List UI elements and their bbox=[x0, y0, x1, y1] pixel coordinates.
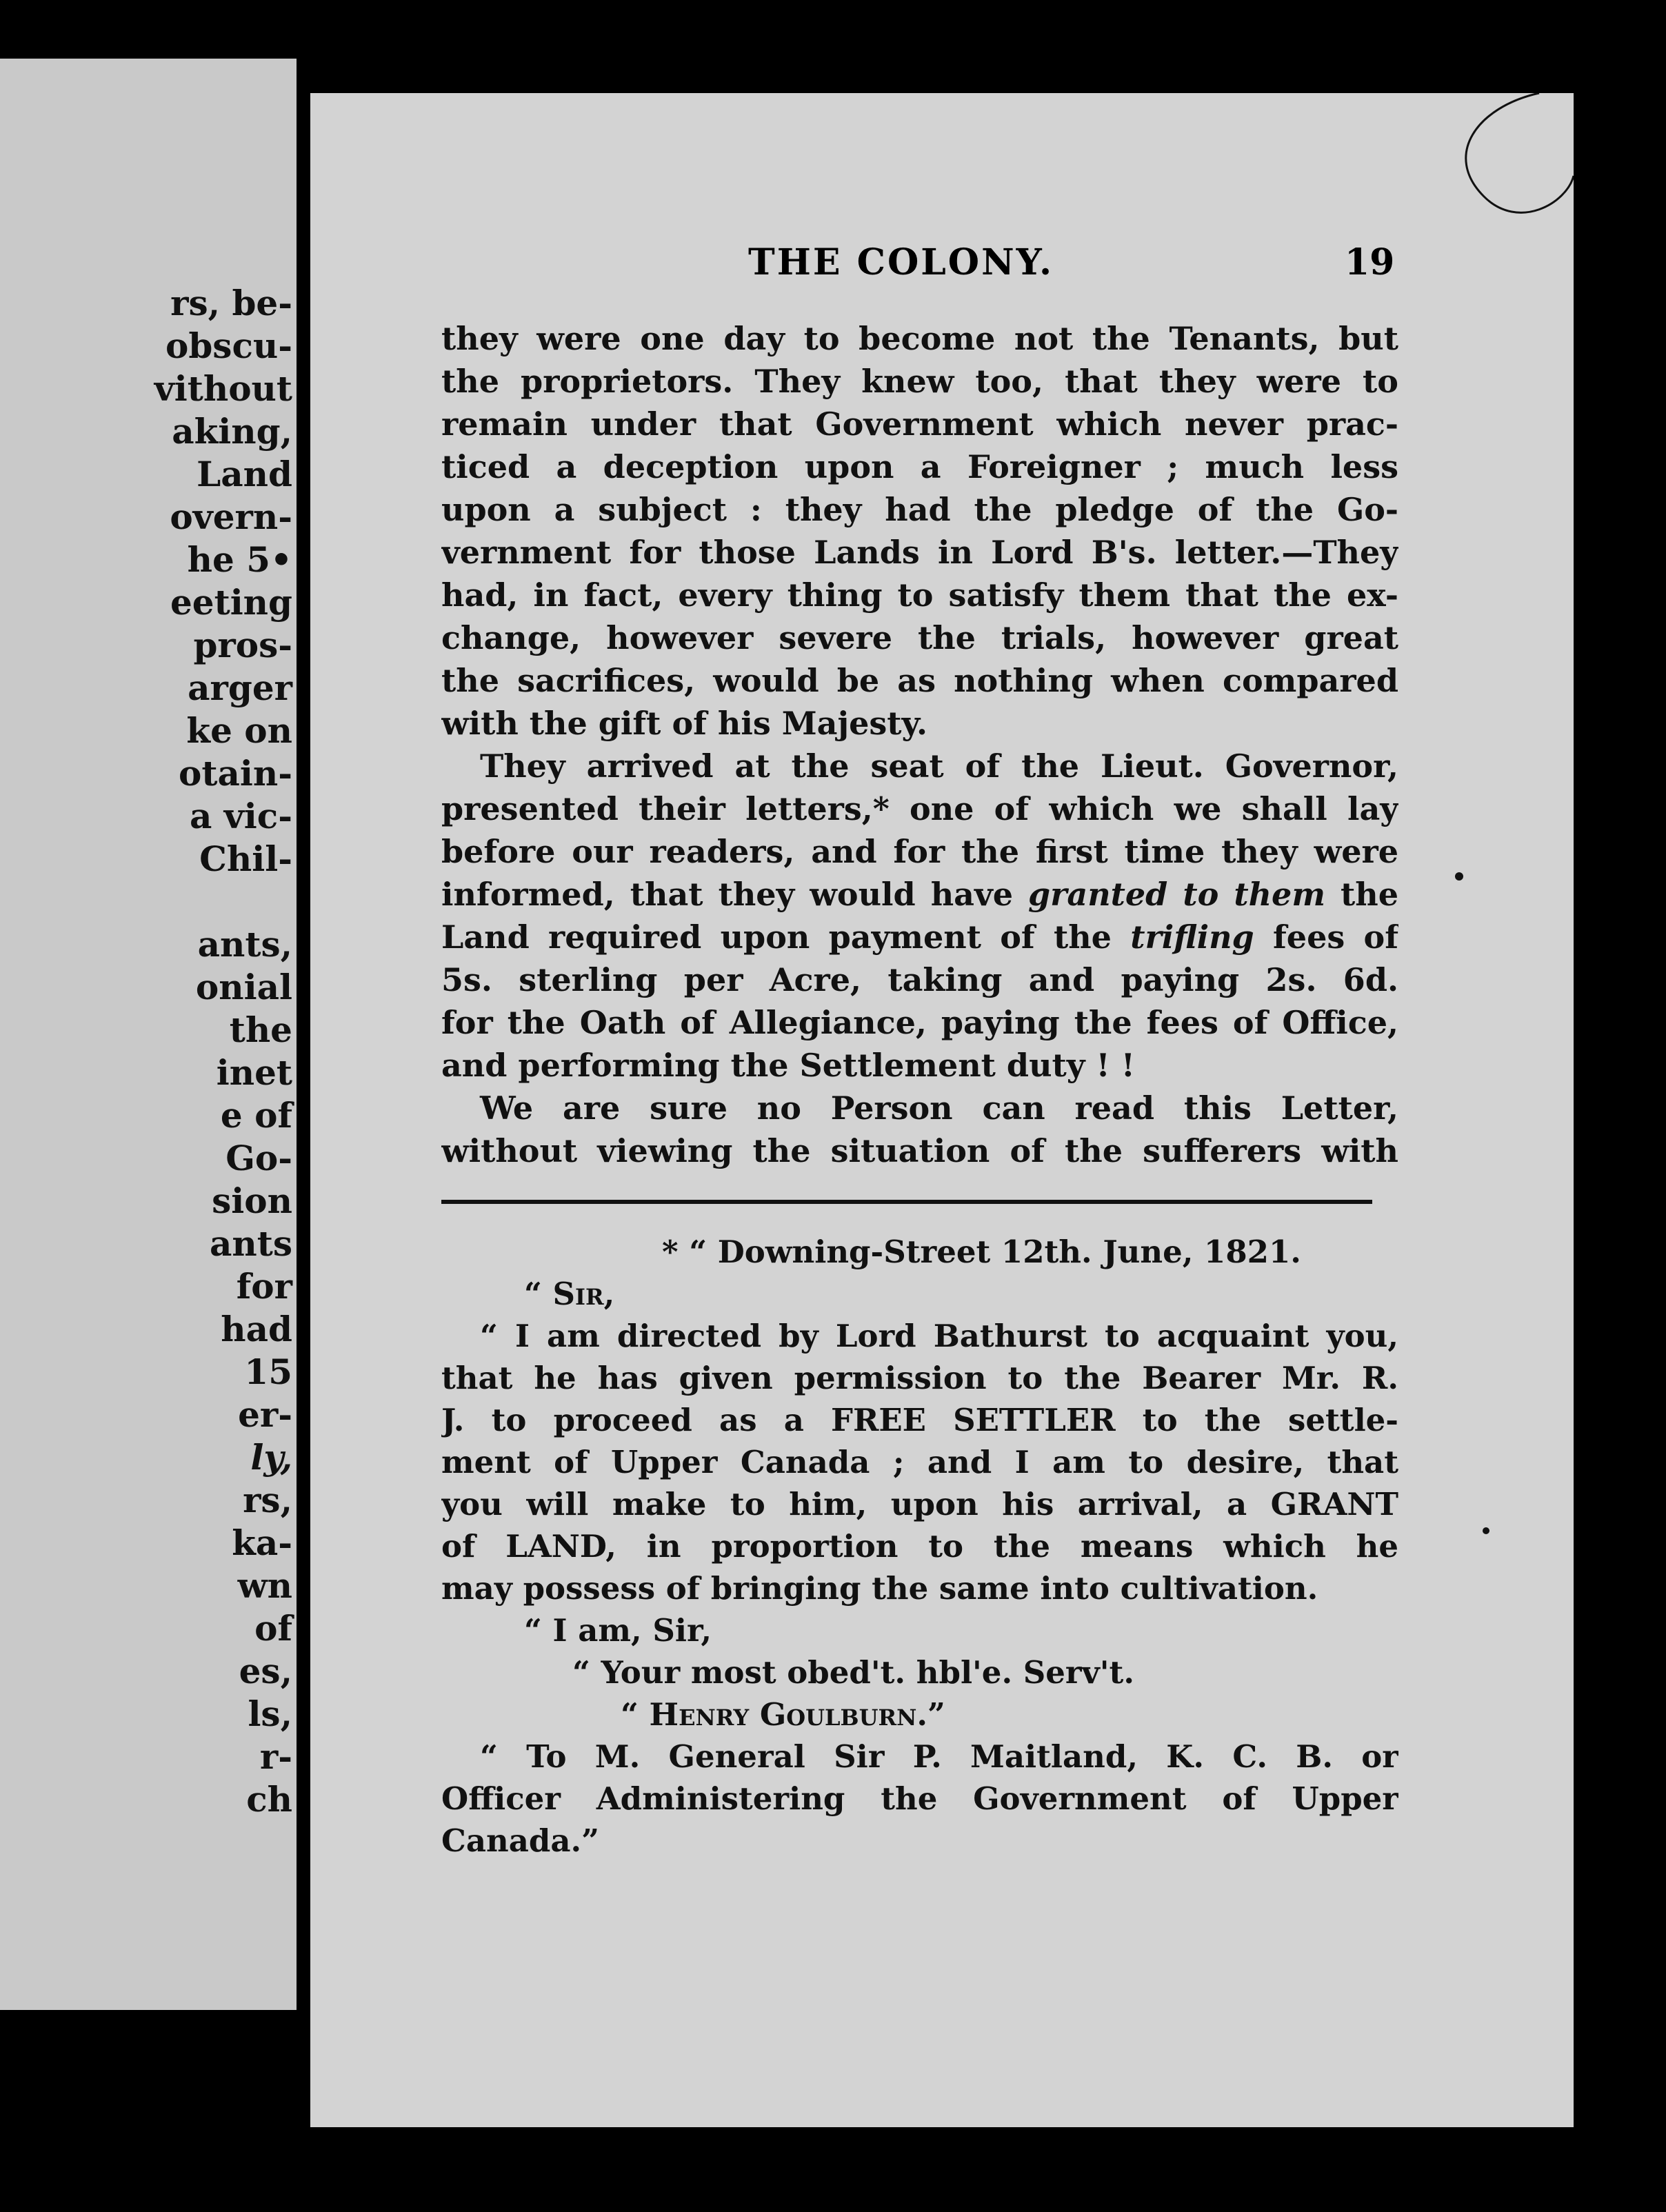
left-page-fragment: ke on bbox=[186, 710, 292, 751]
text-segment: fees of bbox=[1254, 918, 1398, 956]
text-line: you will make to him, upon his arrival, a GRANT bbox=[441, 1486, 1398, 1522]
running-head: THE COLONY. bbox=[748, 241, 1054, 283]
text-line: had, in fact, every thing to satisfy them that the ex- bbox=[441, 576, 1398, 614]
body-paragraph-2 bbox=[441, 745, 1398, 1087]
footnote-dateline: * “ Downing-Street 12th. June, 1821. bbox=[662, 1234, 1301, 1270]
left-page-fragment: rs, be- bbox=[170, 283, 292, 323]
footnote-rule bbox=[441, 1200, 1372, 1204]
italic-phrase: granted to them bbox=[1028, 876, 1325, 913]
text-line: of LAND, in proportion to the means which he bbox=[441, 1528, 1398, 1565]
text-line: they were one day to become not the Tenants, but bbox=[441, 320, 1398, 357]
footnote-address-line: Canada.” bbox=[441, 1822, 600, 1859]
left-page-fragment: Land bbox=[197, 454, 292, 494]
ink-speck bbox=[1483, 1527, 1489, 1534]
text-line: 5s. sterling per Acre, taking and paying 2s. 6d. bbox=[441, 961, 1398, 998]
footnote-closing: “ Your most obed't. hbl'e. Serv't. bbox=[572, 1654, 1134, 1691]
left-page-fragment: wn bbox=[237, 1565, 292, 1606]
left-page-fragment: a vic- bbox=[189, 796, 292, 836]
left-page-fragment: the bbox=[229, 1009, 292, 1050]
text-line: that he has given permission to the Bearer Mr. R. bbox=[441, 1360, 1398, 1396]
left-page-fragment: es, bbox=[239, 1651, 292, 1691]
left-page-fragment: otain- bbox=[179, 753, 292, 794]
left-page-fragment: ls, bbox=[248, 1693, 292, 1734]
ink-speck bbox=[1455, 872, 1463, 881]
page-number: 19 bbox=[1345, 241, 1395, 283]
text-line: vernment for those Lands in Lord B's. letter.—They bbox=[441, 534, 1398, 571]
text-line: may possess of bringing the same into cultivation. bbox=[441, 1570, 1318, 1607]
text-line: change, however severe the trials, however great bbox=[441, 619, 1398, 656]
footnote-closing: “ I am, Sir, bbox=[524, 1612, 712, 1649]
footnote-signature: “ Henry Goulburn.” bbox=[621, 1696, 945, 1733]
text-line: ment of Upper Canada ; and I am to desire, that bbox=[441, 1444, 1398, 1480]
left-page-fragment: pros- bbox=[193, 625, 292, 665]
left-page-fragment: onial bbox=[195, 967, 292, 1007]
text-line: the proprietors. They knew too, that they were to bbox=[441, 363, 1398, 400]
left-page-fragment: Go- bbox=[225, 1138, 292, 1178]
text-line: remain under that Government which never prac- bbox=[441, 405, 1398, 443]
text-line: the sacrifices, would be as nothing when compared bbox=[441, 662, 1398, 699]
left-page-fragment: aking, bbox=[172, 411, 292, 452]
left-page-fragment: ants bbox=[210, 1223, 292, 1264]
text-segment: Land required upon payment of the bbox=[441, 918, 1131, 956]
text-line bbox=[441, 916, 1398, 958]
left-page-fragment: of bbox=[254, 1608, 292, 1649]
text-line: without viewing the situation of the sufferers with bbox=[441, 1132, 1398, 1169]
text-line: presented their letters,* one of which we shall lay bbox=[441, 790, 1398, 827]
text-line bbox=[441, 873, 1398, 916]
left-page-fragment: eeting bbox=[170, 582, 292, 623]
body-paragraph-1 bbox=[441, 317, 1398, 745]
left-page-fragment: ka- bbox=[232, 1522, 292, 1563]
text-line: J. to proceed as a FREE SETTLER to the settle- bbox=[441, 1402, 1398, 1438]
text-line: We are sure no Person can read this Letter, bbox=[480, 1089, 1398, 1127]
pen-flourish-mark bbox=[1436, 93, 1574, 245]
left-page-fragment: he 5• bbox=[187, 539, 292, 580]
text-line: They arrived at the seat of the Lieut. Governor, bbox=[480, 747, 1398, 785]
footnote-salutation: “ Sir, bbox=[524, 1276, 615, 1312]
text-segment: informed, that they would have bbox=[441, 876, 1029, 913]
left-page-fragment: r- bbox=[259, 1736, 292, 1777]
footnote-letter bbox=[441, 1231, 1398, 1862]
left-page-fragment: arger bbox=[188, 667, 292, 708]
footnote-address-line: “ To M. General Sir P. Maitland, K. C. B. or bbox=[480, 1738, 1398, 1775]
text-line: upon a subject : they had the pledge of the Go- bbox=[441, 491, 1398, 528]
text-line: with the gift of his Majesty. bbox=[441, 705, 928, 742]
left-page bbox=[0, 59, 297, 2010]
text-segment: the bbox=[1325, 876, 1398, 913]
left-page-fragment: inet bbox=[216, 1052, 292, 1093]
left-page-fragment: ants, bbox=[197, 924, 292, 965]
italic-phrase: trifling bbox=[1130, 918, 1254, 956]
text-line: and performing the Settlement duty ! ! bbox=[441, 1047, 1135, 1084]
left-page-fragment: for bbox=[236, 1266, 292, 1307]
text-line: “ I am directed by Lord Bathurst to acquaint you, bbox=[480, 1318, 1398, 1354]
left-page-fragment: rs, bbox=[243, 1480, 292, 1520]
gutter-shadow bbox=[298, 97, 308, 2013]
footnote-address-line: Officer Administering the Government of Upper bbox=[441, 1780, 1398, 1817]
left-page-fragment: er- bbox=[238, 1394, 292, 1435]
right-page bbox=[310, 93, 1574, 2127]
left-page-fragment: Chil- bbox=[199, 838, 292, 879]
left-page-fragment: ch bbox=[246, 1779, 292, 1820]
text-line: ticed a deception upon a Foreigner ; much less bbox=[441, 448, 1398, 485]
left-page-fragment: obscu- bbox=[165, 325, 292, 366]
left-page-fragment: 15 bbox=[244, 1351, 292, 1392]
left-page-fragment: vithout bbox=[154, 368, 292, 409]
left-page-fragment: overn- bbox=[170, 496, 292, 537]
text-line: before our readers, and for the first time they were bbox=[441, 833, 1398, 870]
left-page-fragment: e of bbox=[220, 1095, 292, 1136]
left-page-fragment: had bbox=[221, 1309, 292, 1349]
body-paragraph-3 bbox=[441, 1087, 1398, 1172]
left-page-fragment: sion bbox=[212, 1180, 292, 1221]
left-page-fragment: ly, bbox=[250, 1437, 292, 1478]
text-line: for the Oath of Allegiance, paying the fees of Office, bbox=[441, 1004, 1398, 1041]
